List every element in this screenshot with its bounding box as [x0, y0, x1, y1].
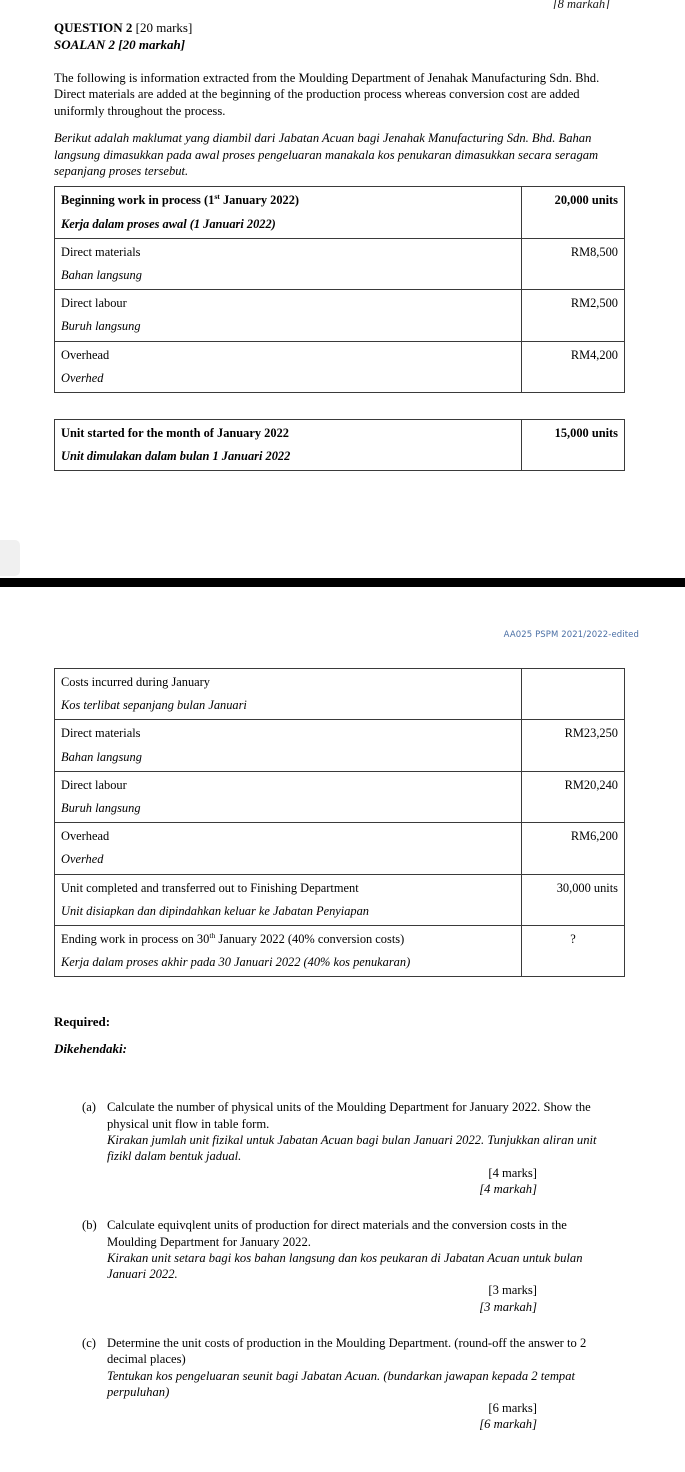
table-cell-value: RM8,500: [522, 238, 625, 289]
row-label-en: [61, 192, 515, 208]
part-marker: (c): [82, 1336, 96, 1350]
row-label-en: Direct materials: [61, 726, 141, 741]
table-cell-label: [55, 669, 522, 720]
table-cell-label: [55, 926, 522, 977]
part-body: [107, 1335, 610, 1400]
part-text-en: Calculate equivqlent units of production for direct materials and the conversion costs in the Moulding Department for January 2022.: [107, 1218, 567, 1249]
table-row: [55, 341, 625, 392]
page-one: [0, 0, 685, 578]
part-text-en: Determine the unit costs of production in the Moulding Department. (round-off the answer to 2 decimal places): [107, 1336, 587, 1367]
row-label-en-pre: Beginning work in process (1: [61, 193, 215, 208]
table-cell-label: [55, 771, 522, 822]
part-b-marks: [54, 1282, 610, 1315]
row-label-ms: Kerja dalam proses awal (1 Januari 2022): [61, 216, 276, 231]
row-label-en: Direct labour: [61, 296, 127, 311]
table-cell-label: [55, 720, 522, 771]
page-two: [0, 587, 685, 1445]
table-row: [55, 187, 625, 238]
table-cell-label: [55, 823, 522, 874]
ordinal-suffix: st: [214, 192, 220, 202]
part-body: [107, 1217, 610, 1282]
table-row: [55, 420, 625, 471]
table-row: [55, 874, 625, 925]
row-label-en: [61, 931, 515, 947]
question-title-ms: SOALAN 2 [20 markah]: [54, 36, 186, 52]
row-label-en: Direct materials: [61, 244, 141, 259]
cut-off-top-marks: [0, 0, 685, 9]
question-title: [54, 20, 610, 37]
intro-paragraph-ms: Berikut adalah maklumat yang diambil dari Jabatan Acuan bagi Jenahak Manufacturing Sdn. Bhd. Bahan langsung dimasukkan pada awal proses pengeluaran manakala kos penukaran dimasukkan secara seragam sepanjang proses tersebut.: [54, 131, 599, 179]
table-cell-value: RM6,200: [522, 823, 625, 874]
marks-ms: [3 markah]: [479, 1299, 537, 1314]
table-cell-value: RM2,500: [522, 290, 625, 341]
table-cell-label: [55, 874, 522, 925]
table-costs-incurred: [54, 668, 625, 977]
row-label-en-post: January 2022 (40% conversion costs): [215, 932, 405, 947]
table-row: [55, 669, 625, 720]
question-part-a: [54, 1099, 610, 1164]
page-two-content: [0, 668, 685, 1433]
page-side-tab: [0, 540, 20, 576]
table-cell-label: [55, 238, 522, 289]
row-label-ms: Unit disiapkan dan dipindahkan keluar ke Jabatan Penyiapan: [61, 903, 369, 918]
row-label-ms: Kerja dalam proses akhir pada 30 Januari 2022 (40% kos penukaran): [61, 955, 411, 970]
row-label-ms: Buruh langsung: [61, 319, 141, 334]
marks-ms: [6 markah]: [479, 1417, 537, 1432]
marks-ms: [4 markah]: [479, 1181, 537, 1196]
marks-en: [6 marks]: [488, 1401, 537, 1416]
table-cell-label: [55, 187, 522, 238]
row-label-en: Overhead: [61, 829, 110, 844]
table-row: [55, 290, 625, 341]
row-label-en: Direct labour: [61, 777, 127, 792]
part-text-ms: Tentukan kos pengeluaran seunit bagi Jabatan Acuan. (bundarkan jawapan kepada 2 tempat perpuluhan): [107, 1368, 576, 1399]
question-part-b: [54, 1217, 610, 1282]
part-c-marks: [54, 1400, 610, 1433]
table-row: [55, 720, 625, 771]
table-cell-value: 15,000 units: [522, 420, 625, 471]
table-row: [55, 823, 625, 874]
part-text-ms: Kirakan unit setara bagi kos bahan langsung dan kos peukaran di Jabatan Acuan untuk bulan Januari 2022.: [107, 1250, 583, 1282]
part-text-ms: Kirakan jumlah unit fizikal untuk Jabatan Acuan bagi bulan Januari 2022. Tunjukkan aliran unit fizikl dalam bentuk jadual.: [107, 1133, 597, 1164]
question-title-marks: [20 marks]: [132, 20, 193, 35]
page-one-content: [0, 20, 685, 471]
row-label-ms: Overhed: [61, 852, 104, 867]
table-cell-label: [55, 341, 522, 392]
marks-en: [3 marks]: [488, 1283, 537, 1298]
row-label-ms: Unit dimulakan dalam bulan 1 Januari 2022: [61, 449, 291, 464]
row-label-en: Unit completed and transferred out to Finishing Department: [61, 880, 359, 895]
page-separator: [0, 578, 685, 587]
row-label-ms: Bahan langsung: [61, 268, 142, 283]
question-part-c: [54, 1335, 610, 1400]
row-label-ms: Kos terlibat sepanjang bulan Januari: [61, 698, 247, 713]
table-row: [55, 926, 625, 977]
row-label-ms: Bahan langsung: [61, 749, 142, 764]
table-cell-value: [522, 669, 625, 720]
row-label-en-pre: Ending work in process on 30: [61, 932, 210, 947]
row-label-en: Costs incurred during January: [61, 675, 211, 689]
question-title-label: QUESTION 2: [54, 20, 133, 35]
row-label-en: Overhead: [61, 347, 110, 362]
part-marker: (a): [82, 1100, 96, 1115]
row-label-ms: Buruh langsung: [61, 801, 141, 816]
document-header-note: AA025 PSPM 2021/2022-edited: [503, 630, 639, 640]
row-label-en-post: January 2022): [219, 193, 300, 208]
part-marker: (b): [82, 1218, 97, 1233]
table-row: [55, 238, 625, 289]
marks-en: [4 marks]: [488, 1165, 537, 1180]
table-cell-label: [55, 420, 522, 471]
table-row: [55, 771, 625, 822]
row-label-ms: Overhed: [61, 370, 104, 385]
ordinal-suffix: th: [209, 930, 216, 940]
table-cell-value: RM4,200: [522, 341, 625, 392]
table-beginning-work-in-process: [54, 186, 625, 393]
table-cell-label: [55, 290, 522, 341]
part-a-marks: [54, 1165, 610, 1198]
part-body: [107, 1099, 610, 1164]
required-heading-ms: Dikehendaki:: [54, 1041, 127, 1057]
required-heading-en: Required:: [54, 1014, 111, 1030]
row-label-en: Unit started for the month of January 2022: [61, 426, 289, 441]
part-text-en: Calculate the number of physical units of the Moulding Department for January 2022. Show the physical unit flow in table form.: [107, 1100, 591, 1131]
cut-off-top-marks-text: [8 markah]: [552, 0, 610, 9]
table-cell-value: RM20,240: [522, 771, 625, 822]
table-cell-value: RM23,250: [522, 720, 625, 771]
table-cell-value: ?: [522, 926, 625, 977]
table-cell-value: 30,000 units: [522, 874, 625, 925]
table-unit-started: [54, 419, 625, 471]
intro-paragraph-en: The following is information extracted from the Moulding Department of Jenahak Manufacturing Sdn. Bhd. Direct materials are added at the beginning of the production process whereas conversion cost are added uniformly throughout the process.: [54, 71, 600, 118]
table-cell-value: 20,000 units: [522, 187, 625, 238]
